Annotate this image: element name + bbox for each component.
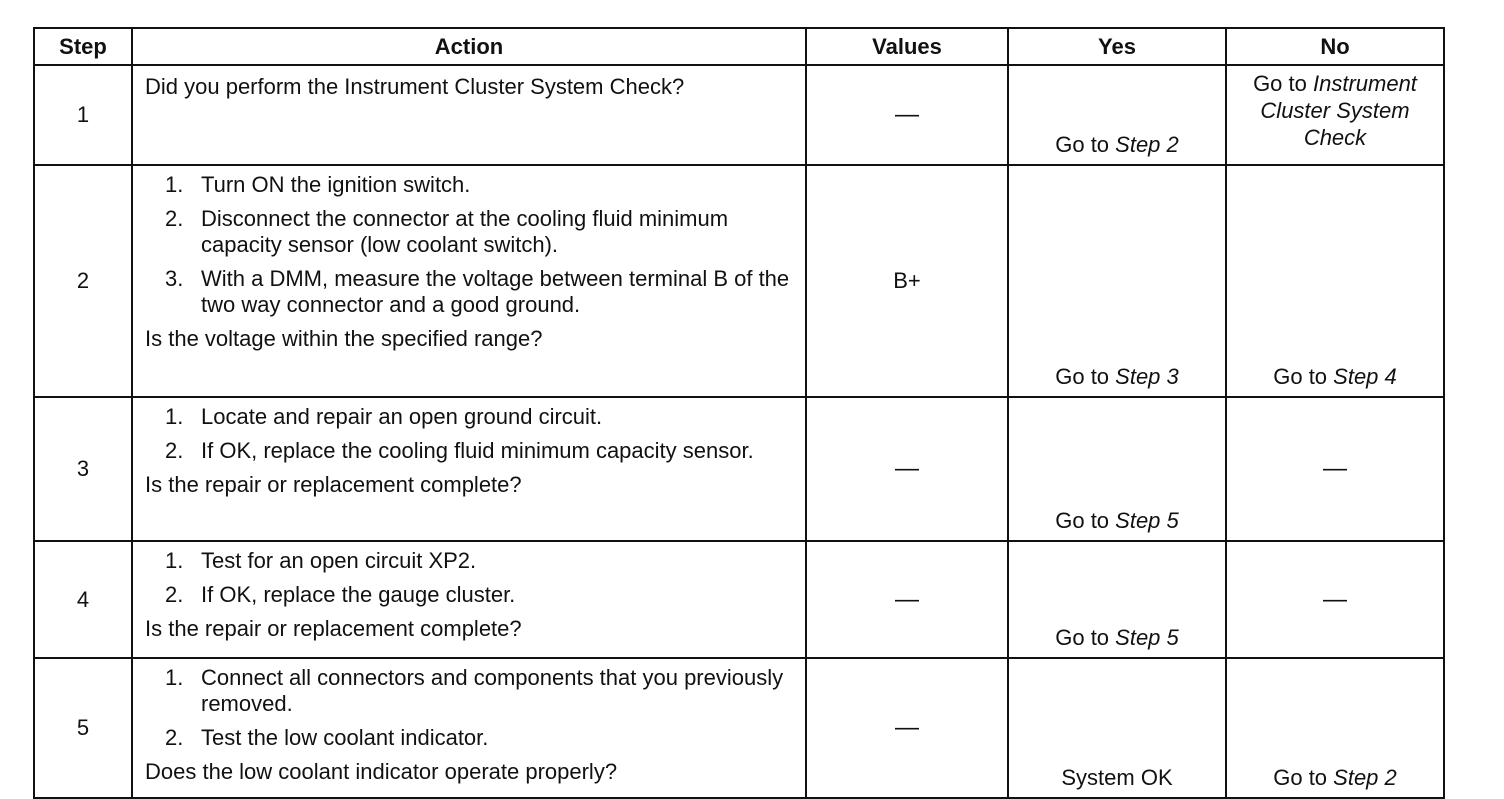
yes-cell [1008,165,1226,397]
values-text: — [895,585,919,613]
no-cell [1226,397,1444,541]
substep-item [165,725,795,751]
no-prefix: Go to [1273,364,1334,389]
no-prefix: Go to [1273,765,1334,790]
no-prefix: Go to [1253,71,1313,96]
values-cell [806,397,1008,541]
substep-number: 2. [165,725,184,750]
header-no: No [1226,28,1444,65]
table-row [34,541,1444,658]
action-question: Is the voltage within the specified range? [145,326,543,351]
yes-cell [1008,658,1226,798]
substep-number: 3. [165,266,184,291]
action-cell [132,658,806,798]
substep-item [165,206,795,258]
action-cell [132,541,806,658]
values-text: — [895,714,919,741]
substep-number: 2. [165,582,184,607]
yes-prefix: Go to [1055,132,1116,157]
substep-item [165,172,795,198]
no-text: — [1323,455,1347,482]
substep-text: Disconnect the connector at the cooling fluid minimum capacity sensor (low coolant switch). [201,206,729,257]
table-row [34,658,1444,798]
step-number: 1 [34,65,132,165]
step-number: 3 [34,397,132,541]
step-number: 5 [34,658,132,798]
substep-text: With a DMM, measure the voltage between terminal B of the two way connector and a good ground. [201,266,790,317]
substep-text: Test the low coolant indicator. [201,725,489,750]
table-row [34,397,1444,541]
no-step-link[interactable]: Step 2 [1333,765,1397,790]
substep-item [165,438,795,464]
substep-number: 2. [165,438,184,463]
substep-list [145,404,795,464]
no-cell [1226,541,1444,658]
yes-prefix: Go to [1055,625,1116,650]
substep-text: If OK, replace the gauge cluster. [201,582,516,607]
no-step-link[interactable]: Step 4 [1333,364,1397,389]
yes-step-link[interactable]: Step 2 [1115,132,1179,157]
substep-number: 1. [165,404,184,429]
diagnostic-table [33,27,1445,799]
yes-prefix: Go to [1055,508,1116,533]
yes-prefix: Go to [1055,364,1116,389]
values-cell [806,658,1008,798]
action-question: Is the repair or replacement complete? [145,616,522,641]
substep-number: 1. [165,172,184,197]
header-values: Values [806,28,1008,65]
values-text: B+ [893,268,921,293]
substep-number: 2. [165,206,184,231]
values-cell [806,541,1008,658]
step-number: 4 [34,541,132,658]
action-question: Does the low coolant indicator operate properly? [145,759,618,784]
step-number: 2 [34,165,132,397]
yes-cell [1008,65,1226,165]
yes-cell [1008,541,1226,658]
table-row [34,65,1444,165]
action-question: Is the repair or replacement complete? [145,472,522,497]
action-cell [132,397,806,541]
action-cell [132,65,806,165]
values-cell [806,165,1008,397]
values-text: — [895,101,919,128]
substep-text: Connect all connectors and components that you previously removed. [201,665,784,716]
action-cell [132,165,806,397]
substep-item [165,404,795,430]
header-row [34,28,1444,65]
substep-number: 1. [165,665,184,690]
substep-list [145,548,795,608]
substep-item [165,266,795,318]
values-cell [806,65,1008,165]
substep-item [165,582,795,608]
values-text: — [895,455,919,482]
substep-text: Locate and repair an open ground circuit. [201,404,603,429]
action-question: Did you perform the Instrument Cluster System Check? [145,74,685,99]
yes-step-link[interactable]: Step 3 [1115,364,1179,389]
substep-text: Turn ON the ignition switch. [201,172,471,197]
header-action: Action [132,28,806,65]
no-text: — [1323,585,1347,613]
header-yes: Yes [1008,28,1226,65]
no-cell [1226,658,1444,798]
yes-text: System OK [1061,765,1173,790]
yes-cell [1008,397,1226,541]
no-procedure-link[interactable]: Instrument Cluster System Check [1260,71,1417,150]
yes-step-link[interactable]: Step 5 [1115,508,1179,533]
no-cell [1226,65,1444,165]
header-step: Step [34,28,132,65]
yes-step-link[interactable]: Step 5 [1115,625,1179,650]
substep-item [165,548,795,574]
substep-list [145,172,795,318]
substep-number: 1. [165,548,184,573]
substep-item [165,665,795,717]
substep-text: Test for an open circuit XP2. [201,548,477,573]
substep-text: If OK, replace the cooling fluid minimum capacity sensor. [201,438,754,463]
no-cell [1226,165,1444,397]
substep-list [145,665,795,751]
table-row [34,165,1444,397]
